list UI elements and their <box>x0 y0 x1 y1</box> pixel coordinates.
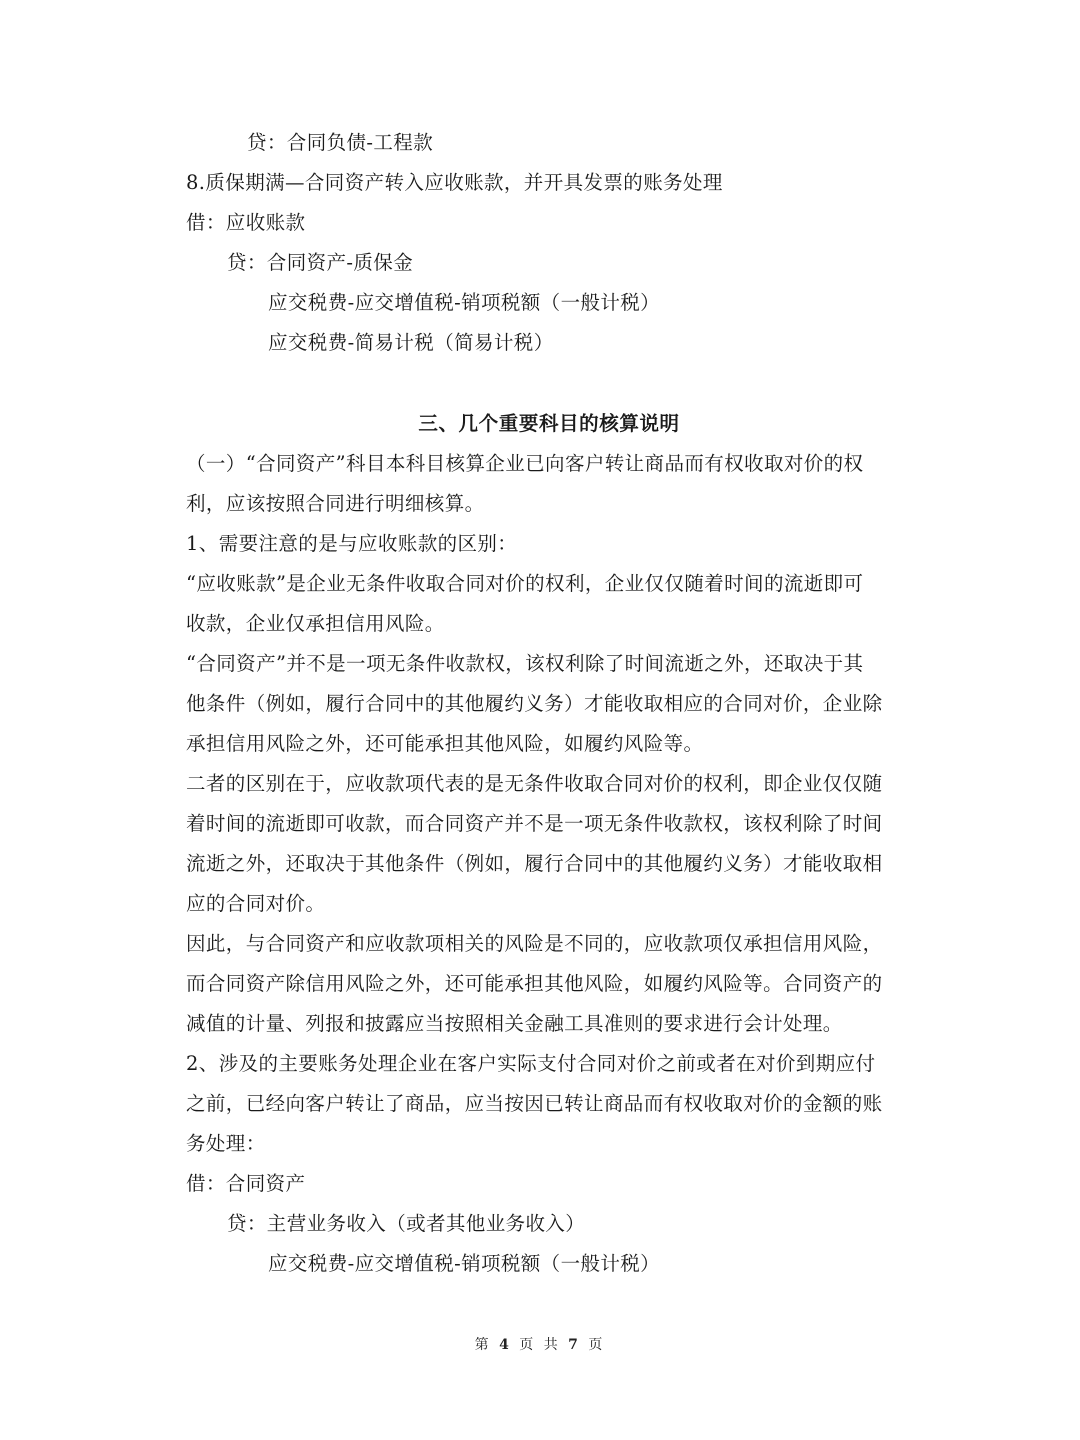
section-three-heading: 三、几个重要科目的核算说明 <box>418 412 680 435</box>
paragraph-line: 流逝之外，还取决于其他条件（例如，履行合同中的其他履约义务）才能收取相 <box>186 852 883 875</box>
paragraph-line: 二者的区别在于，应收款项代表的是无条件收取合同对价的权利，即企业仅仅随 <box>186 772 883 795</box>
total-page-number: 7 <box>568 1337 581 1353</box>
paragraph-line: 1、需要注意的是与应收账款的区别： <box>186 532 518 555</box>
credit-contract-liability-line: 贷：合同负债-工程款 <box>247 131 434 154</box>
footer-prefix: 第 <box>474 1337 492 1353</box>
credit-revenue-line: 贷：主营业务收入（或者其他业务收入） <box>227 1212 586 1235</box>
page-footer <box>0 1334 1080 1354</box>
paragraph-line: 承担信用风险之外，还可能承担其他风险，如履约风险等。 <box>186 732 704 755</box>
paragraph-line: 而合同资产除信用风险之外，还可能承担其他风险，如履约风险等。合同资产的 <box>186 972 883 995</box>
paragraph-line: 因此，与合同资产和应收款项相关的风险是不同的，应收款项仅承担信用风险， <box>186 932 883 955</box>
paragraph-line: 减值的计量、列报和披露应当按照相关金融工具准则的要求进行会计处理。 <box>186 1012 843 1035</box>
paragraph-line: 收款，企业仅承担信用风险。 <box>186 612 445 635</box>
simple-tax-line: 应交税费-简易计税（简易计税） <box>268 331 554 354</box>
paragraph-line: “合同资产”并不是一项无条件收款权，该权利除了时间流逝之外，还取决于其 <box>186 652 864 675</box>
paragraph-line: 之前，已经向客户转让了商品，应当按因已转让商品而有权收取对价的金额的账 <box>186 1092 883 1115</box>
paragraph-line: 应的合同对价。 <box>186 892 326 915</box>
vat-output-line: 应交税费-应交增值税-销项税额（一般计税） <box>268 291 661 314</box>
footer-middle: 页 共 <box>519 1337 561 1353</box>
paragraph-line: 着时间的流逝即可收款，而合同资产并不是一项无条件收款权，该权利除了时间 <box>186 812 883 835</box>
debit-receivable-line: 借：应收账款 <box>186 211 306 234</box>
vat-output-line-2: 应交税费-应交增值税-销项税额（一般计税） <box>268 1252 661 1275</box>
paragraph-line: “应收账款”是企业无条件收取合同对价的权利，企业仅仅随着时间的流逝即可 <box>186 572 864 595</box>
paragraph-line: 务处理： <box>186 1132 266 1155</box>
paragraph-line: （一）“合同资产”科目本科目核算企业已向客户转让商品而有权收取对价的权 <box>186 452 864 475</box>
paragraph-line: 利，应该按照合同进行明细核算。 <box>186 492 485 515</box>
step-8-title: 8.质保期满—合同资产转入应收账款，并开具发票的账务处理 <box>186 171 723 194</box>
paragraph-line: 他条件（例如，履行合同中的其他履约义务）才能收取相应的合同对价，企业除 <box>186 692 883 715</box>
footer-suffix: 页 <box>588 1337 606 1353</box>
current-page-number: 4 <box>499 1337 512 1353</box>
debit-contract-asset-line: 借：合同资产 <box>186 1172 306 1195</box>
paragraph-line: 2、涉及的主要账务处理企业在客户实际支付合同对价之前或者在对价到期应付 <box>186 1052 876 1075</box>
credit-contract-asset-line: 贷：合同资产-质保金 <box>227 251 414 274</box>
